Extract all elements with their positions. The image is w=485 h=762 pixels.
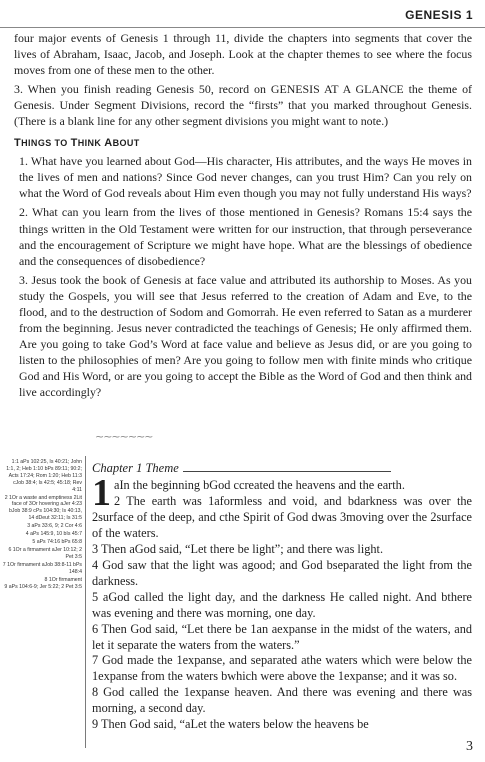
verse-2: 2 The earth was 1aformless and void, and bdarkness was over the 2surface of the deep, and cthe Spirit of God dwas 3moving over the 2surface of the waters. — [92, 493, 472, 540]
margin-divider — [85, 456, 86, 748]
running-head: GENESIS 1 — [405, 8, 473, 22]
chapter-number: 1 — [92, 472, 111, 514]
chapter-theme-label: Chapter 1 Theme — [92, 461, 179, 475]
think-item-3: 3. Jesus took the book of Genesis at face value and attributed its authorship to Moses. As you study the Gospels, you will see that Jesus referred to the creation of Adam and Eve, to the flood, and to the destruction of Sodom and Gomorrah. He even referred to Satan as a murderer from the beginning. Jesus never contradicted the teachings of Genesis; He only affirmed them. Are you going to take God’s Word at face value and believe as Jesus did, or are you going to listen to the philosophies of men? Are you going to follow men with finite minds who critique God and His Word, or are you going to accept the Bible as the Word of God and then think and live accordingly? — [19, 272, 472, 399]
verse-8: 8 God called the 1expanse heaven. And there was evening and there was morning, a second day. — [92, 685, 472, 716]
verse-9: 9 Then God said, “aLet the waters below the heavens be — [92, 717, 369, 732]
page-number: 3 — [466, 739, 473, 754]
verse-3: 3 Then aGod said, “Let there be light”; and there was light. — [92, 541, 384, 556]
things-to-think-about-heading: THINGS TO THINK ABOUT — [14, 137, 140, 150]
verse-6: 6 Then God said, “Let there be 1an aexpanse in the midst of the waters, and let it separate the waters from the waters.” — [92, 621, 472, 652]
margin-note: 3 aPs 33:6, 9; 2 Cor 4:6 — [27, 523, 82, 530]
page-header — [0, 0, 485, 30]
cross-references — [2, 459, 82, 592]
margin-note: 2 1Or a waste and emptiness 2Lit face of 3Or hovering aJer 4:23 bJob 38:9 cPs 104:30; Is 40:13, 14 dDeut 32:11; Is 31:5 — [4, 494, 82, 522]
margin-note: 7 1Or firmament aJob 38:8-11 bPs 148:4 — [2, 561, 82, 575]
think-item-2: 2. What can you learn from the lives of those mentioned in Genesis? Romans 15:4 says the things written in the Old Testament were written for our instruction, that through perseverance and the encouragement of Scripture we might have hope. What are the blessings of obedience and the consequences of disobedience? — [19, 205, 472, 268]
intro-paragraph-2: 3. When you finish reading Genesis 50, record on GENESIS AT A GLANCE the theme of Genesis. Under Segment Divisions, record the “firsts” that you marked throughout Genesis. (There is a blank line for any other segment divisions you might want to note.) — [14, 82, 472, 129]
margin-note: 1:1 aPs 102:25, Is 40:21; John 1:1, 2; Heb 1:10 bPs 89:11; 90:2; Acts 17:24; Rom 1:20; Heb 11:3 cJob 38:4; Is 42:5; 45:18; Rev 4:11 — [6, 459, 82, 493]
decorative-ornament: ~~~~~~~ — [95, 430, 153, 443]
header-rule — [0, 27, 485, 28]
margin-note: 4 aPs 145:9, 10 bIs 45:7 — [25, 531, 82, 538]
instruction-text — [14, 30, 472, 403]
verse-7: 7 God made the 1expanse, and separated athe waters which were below the 1expanse from the waters bwhich were above the 1expanse; and it was so. — [92, 653, 472, 684]
chapter-theme-blank[interactable] — [183, 459, 391, 472]
verse-1: 1 aIn the beginning bGod ccreated the heavens and the earth. — [92, 472, 405, 514]
think-item-1: 1. What have you learned about God—His character, His attributes, and the ways He moves in the lives of men and nations? Since God never changes, can you trust Him? Can you rely on what the Word of God reveals about Him even though you may not fully understand His ways? — [19, 154, 472, 201]
scripture-text — [92, 472, 472, 733]
verse-5: 5 aGod called the light day, and the darkness He called night. And bthere was evening and there was morning, one day. — [92, 589, 472, 620]
intro-paragraph-1: four major events of Genesis 1 through 11, divide the chapters into segments that cover the lives of Abraham, Isaac, Jacob, and Joseph. Look at the chapter themes to see where the focus moves from one of these men to the other. — [14, 31, 472, 78]
margin-note: 8 1Or firmament — [44, 576, 82, 583]
margin-note: 5 aPs 74:16 bPs 65:8 — [32, 538, 82, 545]
verse-4: 4 God saw that the light was agood; and God bseparated the light from the darkness. — [92, 557, 472, 588]
margin-note: 9 aPs 104:6-9; Jer 5:22; 2 Pet 3:5 — [4, 584, 82, 591]
chapter-theme-line — [92, 459, 472, 476]
margin-note: 6 1Or a firmament aJer 10:12; 2 Pet 3:5 — [8, 546, 82, 560]
